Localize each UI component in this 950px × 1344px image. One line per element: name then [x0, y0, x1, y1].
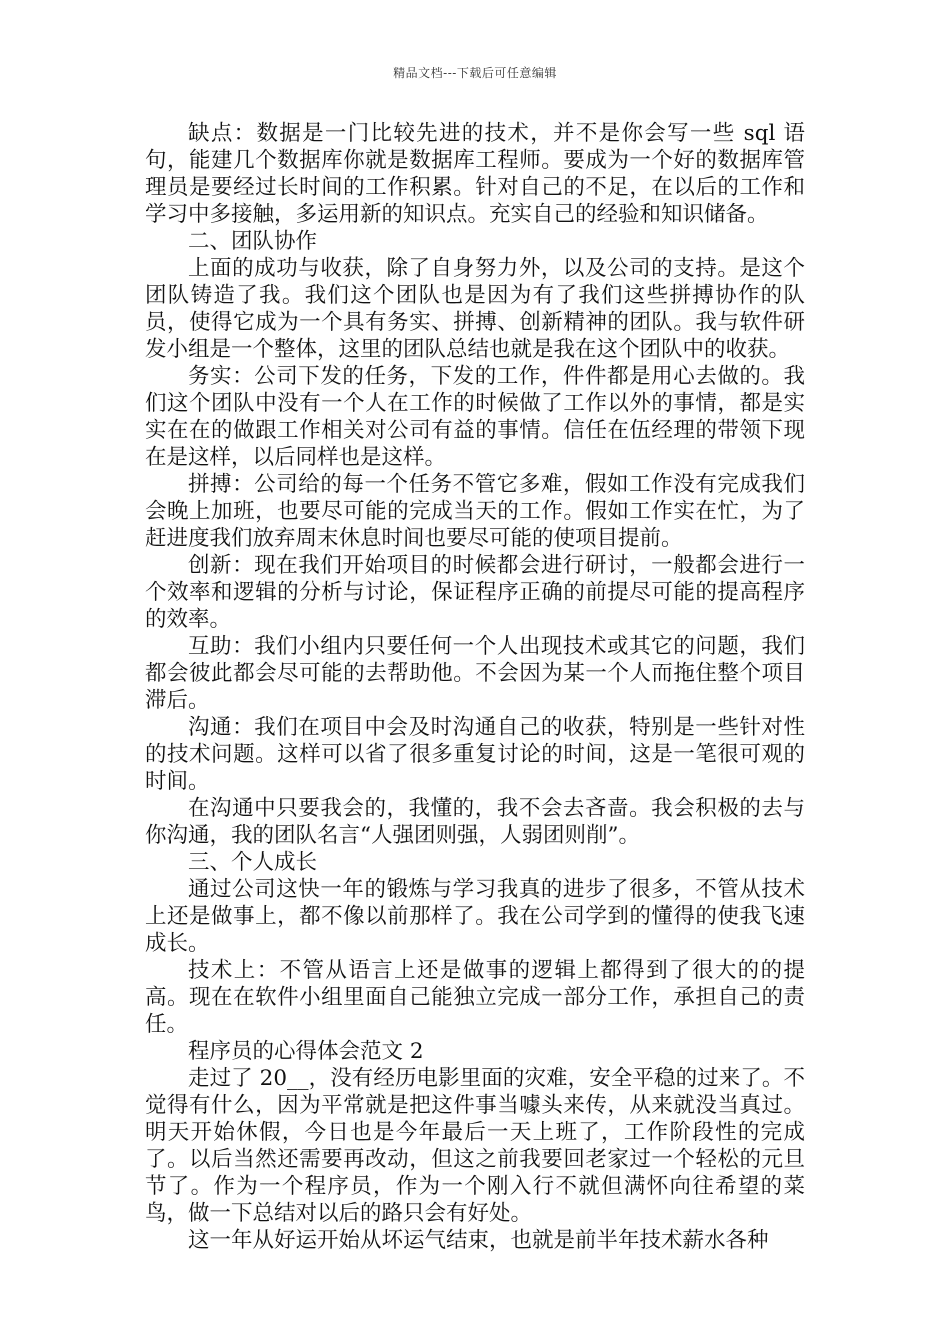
paragraph-team-motto: 在沟通中只要我会的，我懂的，我不会去吝啬。我会积极的去与你沟通，我的团队名言“人强团则强，人弱团则削”。	[145, 796, 805, 848]
section-heading-teamwork: 二、团队协作	[188, 229, 318, 254]
paragraph-communication: 沟通：我们在项目中会及时沟通自己的收获，特别是一些针对性的技术问题。这样可以省了很多重复讨论的时间，这是一笔很可观的时间。	[145, 715, 805, 794]
paragraph-growth: 通过公司这快一年的锻炼与学习我真的进步了很多，不管从技术上还是做事上，都不像以前那样了。我在公司学到的懂得的使我飞速成长。	[145, 877, 805, 956]
paragraph-pragmatic: 务实：公司下发的任务，下发的工作，件件都是用心去做的。我们这个团队中没有一个人在工作的时候做了工作以外的事情，都是实实在在的做跟工作相关对公司有益的事情。信任在伍经理的带领下现在是这样，以后同样也是这样。	[145, 364, 805, 470]
paragraph-team-intro: 上面的成功与收获，除了自身努力外，以及公司的支持。是这个团队铸造了我。我们这个团队也是因为有了我们这些拼搏协作的队员，使得它成为一个具有务实、拼搏、创新精神的团队。我与软件研发小组是一个整体，这里的团队总结也就是我在这个团队中的收获。	[145, 256, 805, 362]
paragraph-mutual-help: 互助：我们小组内只要任何一个人出现技术或其它的问题，我们都会彼此都会尽可能的去帮助他。不会因为某一个人而拖住整个项目滞后。	[145, 634, 805, 713]
page-header: 精品文档---下载后可任意编辑	[393, 66, 557, 80]
paragraph-year-review: 走过了 20__，没有经历电影里面的灾难，安全平稳的过来了。不觉得有什么，因为平常就是把这件事当噱头来传，从来就没当真过。明天开始休假，今日也是今年最后一天上班了，工作阶段性的完成了。以后当然还需要再改动，但这之前我要回老家过一个轻松的元旦节了。作为一个程序员，作为一个刚入行不就但满怀向往希望的菜鸟，做一下总结对以后的路只会有好处。	[145, 1066, 805, 1226]
paragraph-technical: 技术上：不管从语言上还是做事的逻辑上都得到了很大的的提高。现在在软件小组里面自己能独立完成一部分工作，承担自己的责任。	[145, 958, 805, 1037]
paragraph-striving: 拼搏：公司给的每一个任务不管它多难，假如工作没有完成我们会晚上加班，也要尽可能的完成当天的工作。假如工作实在忙，为了赶进度我们放弃周末休息时间也要尽可能的使项目提前。	[145, 472, 805, 551]
paragraph-year-summary: 这一年从好运开始从坏运气结束，也就是前半年技术薪水各种	[188, 1228, 769, 1253]
paragraph-innovation: 创新：现在我们开始项目的时候都会进行研讨，一般都会进行一个效率和逻辑的分析与讨论，保证程序正确的前提尽可能的提高程序的效率。	[145, 553, 805, 632]
paragraph-shortcomings: 缺点：数据是一门比较先进的技术，并不是你会写一些 sql 语句，能建几个数据库你就是数据库工程师。要成为一个好的数据库管理员是要经过长时间的工作积累。针对自己的不足，在以后的工作和学习中多接触，多运用新的知识点。充实自己的经验和知识储备。	[145, 121, 805, 227]
section-heading-personal-growth: 三、个人成长	[188, 850, 318, 875]
section-heading-sample-2: 程序员的心得体会范文 2	[188, 1039, 424, 1064]
document-body	[145, 120, 805, 1254]
